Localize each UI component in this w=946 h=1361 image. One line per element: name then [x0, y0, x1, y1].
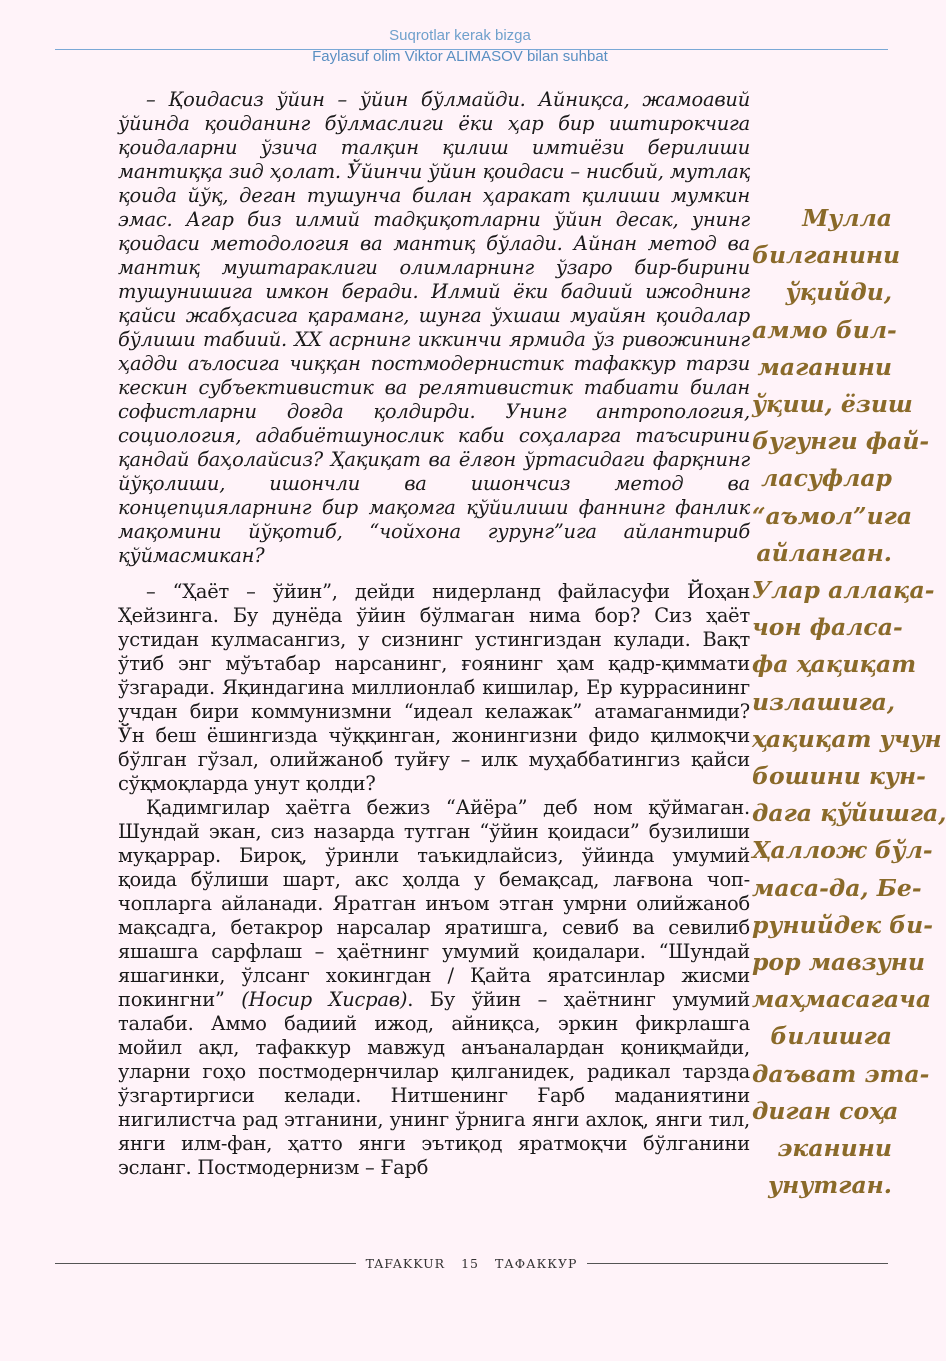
running-header: [0, 26, 920, 66]
footer-rule-left: [55, 1263, 356, 1264]
pull-quote-line: айланган.: [756, 538, 892, 567]
pull-quote-line: эканини: [777, 1134, 892, 1163]
running-header-subtitle: Faylasuf olim Viktor ALIMASOV bilan suhbat: [312, 48, 608, 65]
page-footer: [55, 1251, 888, 1275]
pull-quote-line: ласуфлар: [761, 464, 892, 493]
article-body: [118, 88, 750, 1180]
pull-quote-line: чон фалса-: [752, 613, 903, 642]
answer-paragraph-2-text: Қадимгилар ҳаётга бежиз “Айёра” деб ном қўймаган. Шундай экан, сиз назарда тутган “ўйин қоидаси” бузилиши муқаррар. Бироқ, ўринли таъкидлайсиз, ўйинда умумий қоида бўлиши шарт, акс ҳолда у бемақсад, лағвона чоп-чопларга айланади. Яратган инъом этган умрни олийжаноб мақсадга, бетакрор нарсалар яратишга, севиб ва севилиб яшашга сарфлаш – ҳаётнинг умумий қоидалари. “Шундай яшагинки, ўлсанг хокингдан / Қайта яратсинлар жисми покингни”: [118, 796, 750, 1011]
pull-quote-line: ҳақиқат учун: [752, 724, 942, 753]
pull-quote-line: Ҳаллож бўл-: [752, 836, 933, 865]
poet-citation: (Носир Хисрав): [241, 988, 408, 1011]
pull-quote-line: аммо бил-: [752, 315, 897, 344]
footer-label-latin: TAFAKKUR: [365, 1255, 446, 1271]
pull-quote-line: Улар аллақа-: [752, 576, 935, 605]
footer-rule-right: [587, 1263, 888, 1264]
pull-quote: [752, 200, 946, 1204]
running-header-title: Suqrotlar kerak bizga: [389, 27, 531, 44]
pull-quote-line: рор мавзуни: [752, 948, 925, 977]
pull-quote-line: бошини кун-: [752, 762, 926, 791]
answer-paragraph-2-continuation: . Бу ўйин – ҳаётнинг умумий талаби. Аммо бадиий ижод, айниқса, эркин фикрлашга мойил ақл, тафаккур мавжуд анъаналардан қониқмайди, уларни гоҳо постмодернчилар қилганидек, радикал тарзда ўзгартиргиси келади. Нитшенинг Ғарб маданиятини нигилистча рад этганини, унинг ўрнига янги ахлоқ, янги тил, янги илм-фан, ҳатто янги эътиқод яратмоқчи бўлганини эсланг. Постмодернизм – Ғарб: [118, 988, 750, 1179]
pull-quote-line: диган соҳа: [752, 1096, 899, 1125]
pull-quote-line: бугунги фай-: [752, 427, 930, 456]
pull-quote-line: Мулла: [802, 204, 892, 232]
pull-quote-line: билганини: [752, 241, 901, 270]
pull-quote-line: рунийдек би-: [752, 910, 933, 939]
answer-paragraph-2: [118, 796, 750, 1180]
pull-quote-line: даъват эта-: [752, 1059, 930, 1088]
pull-quote-line: унутган.: [768, 1171, 892, 1200]
pull-quote-line: “аъмол”ига: [752, 501, 913, 530]
pull-quote-line: маганини: [757, 352, 892, 381]
pull-quote-line: билишга: [770, 1022, 892, 1051]
pull-quote-line: фа ҳақиқат: [752, 650, 917, 679]
pull-quote-line: маса-да, Бе-: [752, 873, 922, 902]
pull-quote-line: маҳмасагача: [752, 985, 932, 1014]
interview-question: – Қоидасиз ўйин – ўйин бўлмайди. Айниқса, жамоавий ўйинда қоиданинг бўлмаслиги ёки ҳар бир иштирокчига қоидаларни ўзича талқин қилиш имтиёзи берилиши мантиққа зид ҳолат. Ўйинчи ўйин қоидаси – нисбий, мутлақ қоида йўқ, деган тушунча билан ҳаракат қилиши мумкин эмас. Агар биз илмий тадқиқотларни ўйин десак, унинг қоидаси методология ва мантиқ бўлади. Айнан метод ва мантиқ муштараклиги олимларнинг ўзаро бир-бирини тушунишига имкон беради. Илмий ёки бадиий ижоднинг қайси жабҳасига қараманг, шунга ўхшаш муайян қоидалар бўлиши табиий. ХХ асрнинг иккинчи ярмида ўз ривожининг ҳадди аълосига чиққан постмодернистик тафаккур тарзи кескин субъективистик ва релятивистик табиати билан софистларни доғда қолдирди. Унинг антропология, социология, адабиётшунослик каби соҳаларга таъсирини қандай баҳолайсиз? Ҳақиқат ва ёлғон ўртасидаги фарқнинг йўқолиши, ишончли ва ишончсиз метод ва концепцияларнинг бир мақомга қўйилиши фаннинг фанлик мақомини йўқотиб, “чойхона гурунг”ига айлантириб қўймасмикан?: [118, 88, 750, 567]
pull-quote-line: излашига,: [752, 687, 896, 716]
answer-paragraph-1: – “Ҳаёт – ўйин”, дейди нидерланд файласуфи Йоҳан Ҳейзинга. Бу дунёда ўйин бўлмаган нима бор? Сиз ҳаёт устидан кулмасангиз, у сизнинг устингиздан кулади. Вақт ўтиб энг мўътабар нарсанинг, ғоянинг ҳам қадр-қиммати ўзгаради. Яқиндагина миллионлаб кишилар, Ер куррасининг учдан бири коммунизмни “идеал келажак” атамаганмиди? Ўн беш ёшингизда чўққинган, жонингизни фидо қилмоқчи бўлган гўзал, олийжаноб туйғу – илк муҳаббатингиз қайси сўқмоқларда унут қолди?: [118, 580, 750, 795]
pull-quote-line: ўқиш, ёзиш: [752, 390, 913, 419]
footer-label-cyrillic: ТАФАККУР: [494, 1255, 578, 1271]
page-number: 15: [461, 1255, 479, 1271]
header-divider: [55, 49, 888, 50]
pull-quote-line: ўқийди,: [785, 278, 892, 307]
pull-quote-line: дага қўйишга,: [752, 799, 946, 828]
